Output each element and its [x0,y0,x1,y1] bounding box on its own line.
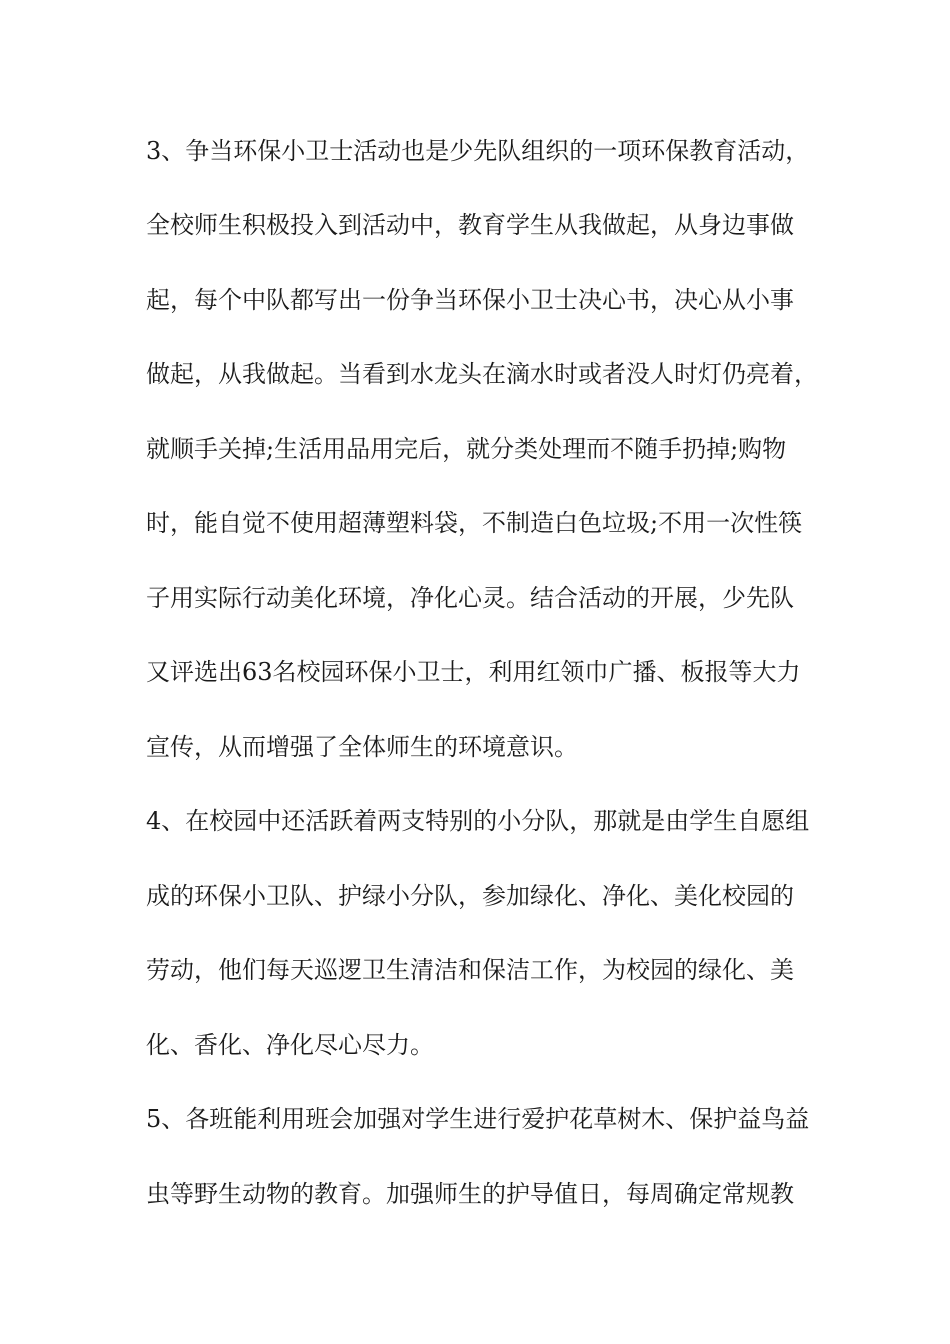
paragraph-line: 宣传，从而增强了全体师生的环境意识。 [146,733,578,761]
paragraph-line: 时，能自觉不使用超薄塑料袋，不制造白色垃圾;不用一次性筷 [146,509,803,537]
paragraph-line: 起，每个中队都写出一份争当环保小卫士决心书，决心从小事 [146,286,794,314]
paragraph-line: 4、在校园中还活跃着两支特别的小分队，那就是由学生自愿组 [146,807,810,835]
paragraph-line: 虫等野生动物的教育。加强师生的护导值日，每周确定常规教 [146,1180,794,1208]
paragraph-line: 化、香化、净化尽心尽力。 [146,1031,434,1059]
paragraph-line: 3、争当环保小卫士活动也是少先队组织的一项环保教育活动， [146,137,810,165]
paragraph-line: 劳动，他们每天巡逻卫生清洁和保洁工作，为校园的绿化、美 [146,956,794,984]
paragraph-line: 就顺手关掉;生活用品用完后，就分类处理而不随手扔掉;购物 [146,435,787,463]
paragraph-line: 子用实际行动美化环境，净化心灵。结合活动的开展，少先队 [146,584,794,612]
paragraph-line: 全校师生积极投入到活动中，教育学生从我做起，从身边事做 [146,211,794,239]
paragraph-line: 又评选出63名校园环保小卫士，利用红领巾广播、板报等大力 [146,658,801,686]
paragraph-line: 成的环保小卫队、护绿小分队，参加绿化、净化、美化校园的 [146,882,794,910]
paragraph-line: 5、各班能利用班会加强对学生进行爱护花草树木、保护益鸟益 [146,1105,810,1133]
paragraph-line: 做起，从我做起。当看到水龙头在滴水时或者没人时灯仍亮着， [146,360,818,388]
